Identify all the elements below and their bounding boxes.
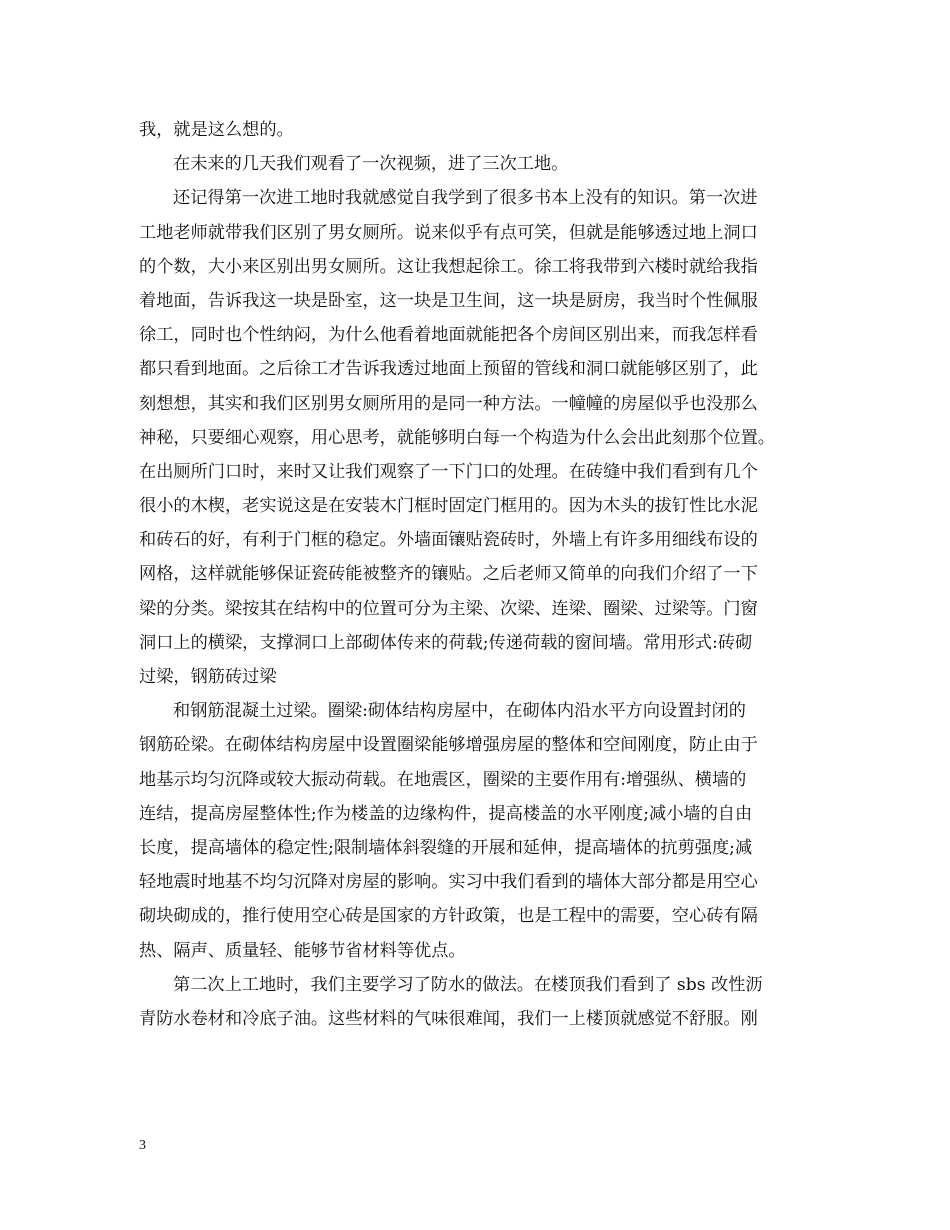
text-line: 连结，提高房屋整体性;作为楼盖的边缘构件，提高楼盖的水平刚度;减小墙的自由 — [139, 803, 753, 824]
text-line: 过梁，钢筋砖过梁 — [139, 667, 277, 687]
text-line: 在出厕所门口时，来时又让我们观察了一下门口的处理。在砖缝中我们看到有几个 — [139, 461, 758, 482]
text-line: 热、隔声、质量轻、能够节省材料等优点。 — [139, 940, 466, 961]
text-line: 轻地震时地基不均匀沉降对房屋的影响。实习中我们看到的墙体大部分都是用空心 — [139, 872, 758, 893]
text-line: 地基示均匀沉降或较大振动荷载。在地震区，圈梁的主要作用有:增强纵、横墙的 — [139, 769, 747, 790]
text-line: 在未来的几天我们观看了一次视频，进了三次工地。 — [173, 154, 569, 175]
text-line: 网格，这样就能够保证瓷砖能被整齐的镶贴。之后老师又简单的向我们介绍了一下 — [139, 564, 758, 585]
text-line: 还记得第一次进工地时我就感觉自我学到了很多书本上没有的知识。第一次进 — [173, 188, 758, 209]
text-line: 和钢筋混凝土过梁。圈梁:砌体结构房屋中，在砌体内沿水平方向设置封闭的 — [173, 701, 746, 722]
text-line: 钢筋砼梁。在砌体结构房屋中设置圈梁能够增强房屋的整体和空间刚度，防止由于 — [139, 735, 758, 756]
text-line: 工地老师就带我们区别了男女厕所。说来似乎有点可笑，但就是能够透过地上洞口 — [139, 222, 758, 243]
text-line: 第二次上工地时，我们主要学习了防水的做法。在楼顶我们看到了 sbs 改性沥 — [173, 974, 763, 995]
text-line: 的个数，大小来区别出男女厕所。这让我想起徐工。徐工将我带到六楼时就给我指 — [139, 256, 758, 277]
text-line: 长度，提高墙体的稳定性;限制墙体斜裂缝的开展和延伸，提高墙体的抗剪强度;减 — [139, 837, 753, 858]
text-line: 都只看到地面。之后徐工才告诉我透过地面上预留的管线和洞口就能够区别了，此 — [139, 359, 758, 380]
body-text — [139, 113, 811, 1036]
page-number: 3 — [139, 1138, 146, 1153]
text-line: 洞口上的横梁，支撑洞口上部砌体传来的荷载;传递荷载的窗间墙。常用形式:砖砌 — [139, 632, 753, 653]
text-line: 刻想想，其实和我们区别男女厕所用的是同一种方法。一幢幢的房屋似乎也没那么 — [139, 393, 758, 414]
text-line: 梁的分类。梁按其在结构中的位置可分为主梁、次梁、连梁、圈梁、过梁等。门窗 — [139, 598, 758, 619]
text-line: 和砖石的好，有利于门框的稳定。外墙面镶贴瓷砖时，外墙上有许多用细线布设的 — [139, 530, 758, 551]
text-line: 青防水卷材和冷底子油。这些材料的气味很难闻，我们一上楼顶就感觉不舒服。刚 — [139, 1008, 758, 1029]
text-line: 神秘，只要细心观察，用心思考，就能够明白每一个构造为什么会出此刻那个位置。 — [139, 427, 775, 448]
text-line: 我，就是这么想的。 — [139, 120, 294, 140]
text-line: 徐工，同时也个性纳闷，为什么他看着地面就能把各个房间区别出来，而我怎样看 — [139, 325, 758, 346]
text-line: 很小的木楔，老实说这是在安装木门框时固定门框用的。因为木头的拔钉性比水泥 — [139, 496, 758, 517]
text-line: 砌块砌成的，推行使用空心砖是国家的方针政策，也是工程中的需要，空心砖有隔 — [139, 906, 758, 927]
text-line: 着地面，告诉我这一块是卧室，这一块是卫生间，这一块是厨房，我当时个性佩服 — [139, 290, 758, 311]
